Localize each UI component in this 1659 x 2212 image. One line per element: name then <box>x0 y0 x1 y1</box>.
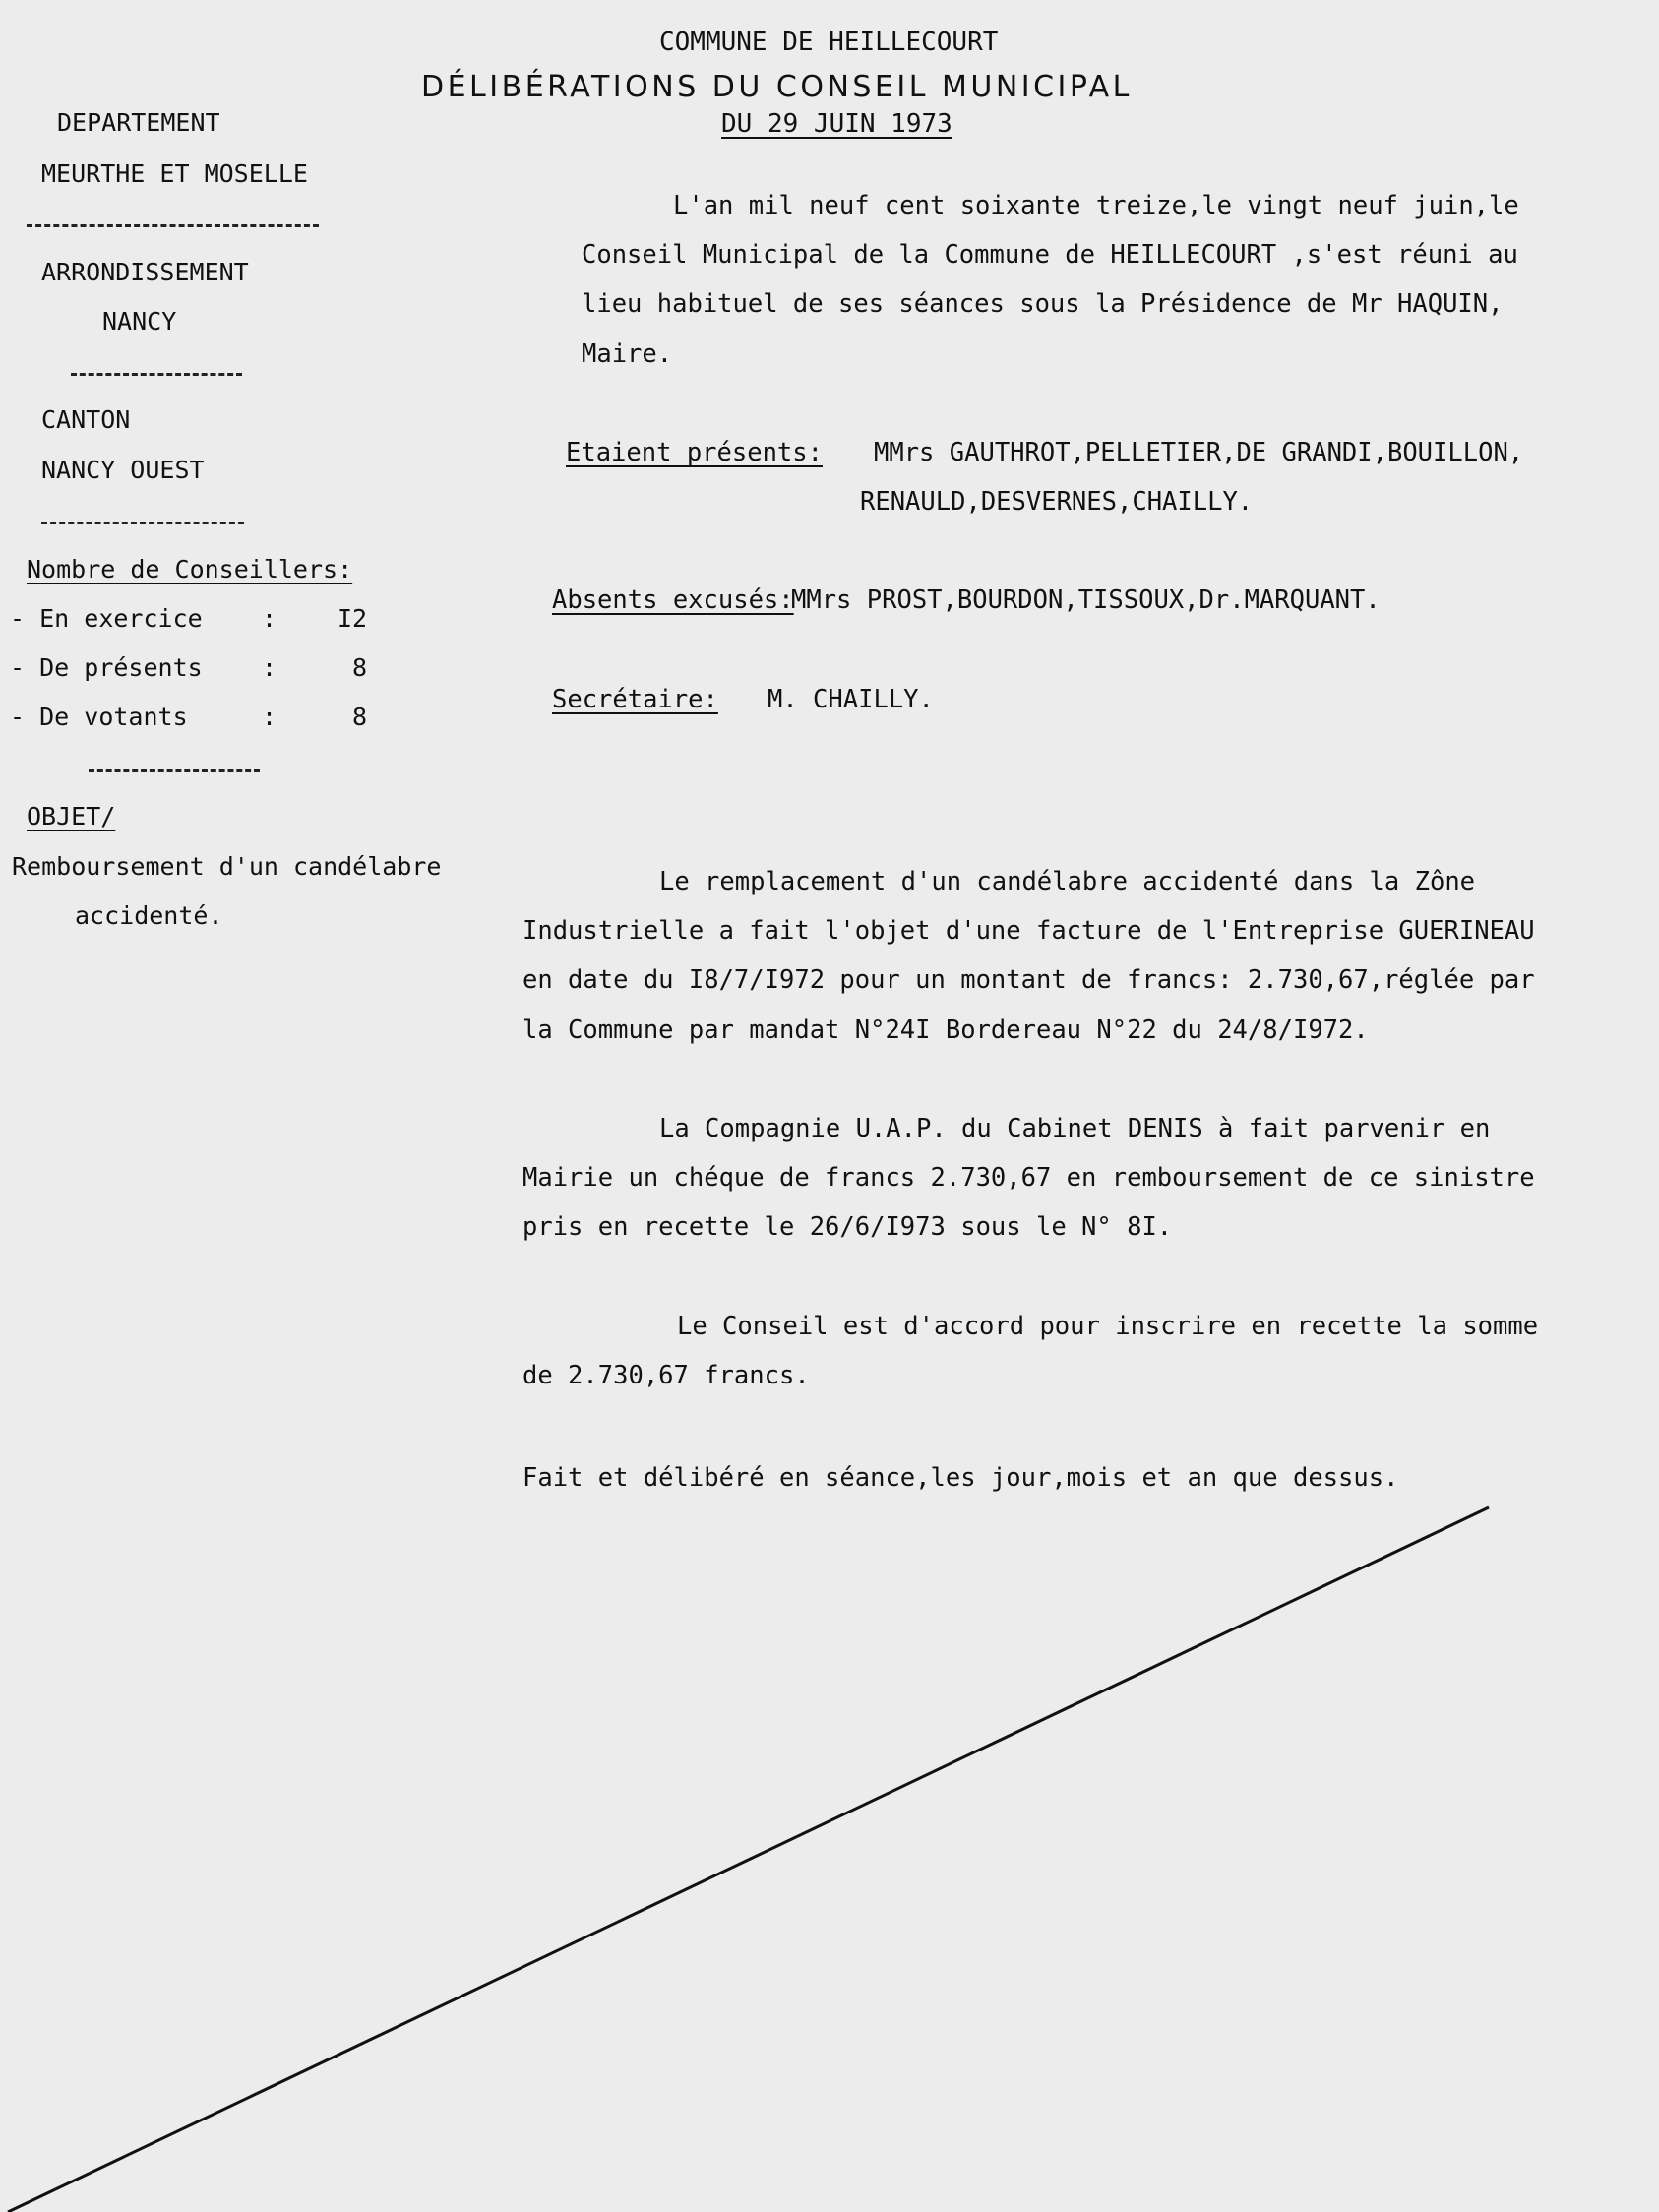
arrondissement-value: NANCY <box>102 307 177 336</box>
secretaire-label: Secrétaire: <box>552 685 718 714</box>
paragraph-line: Le remplacement d'un candélabre accidenté dans la Zône <box>659 867 1476 896</box>
paragraph-line: La Compagnie U.A.P. du Cabinet DENIS à fait parvenir en <box>659 1114 1491 1143</box>
dash-bullet: - <box>10 604 40 633</box>
count-value: I2 <box>338 604 368 633</box>
count-label: En exercice <box>39 604 203 633</box>
presents-names: RENAULD,DESVERNES,CHAILLY. <box>860 487 1254 517</box>
absents-names: MMrs PROST,BOURDON,TISSOUX,Dr.MARQUANT. <box>791 585 1381 615</box>
dash-bullet: - <box>10 703 40 731</box>
intro-line: lieu habituel de ses séances sous la Présidence de Mr HAQUIN, <box>582 289 1504 319</box>
intro-line: Conseil Municipal de la Commune de HEILLECOURT ,s'est réuni au <box>582 240 1518 270</box>
paragraph-line: pris en recette le 26/6/I973 sous le N° 8I. <box>522 1212 1173 1242</box>
paragraph-line: en date du I8/7/I972 pour un montant de francs: 2.730,67,réglée par <box>522 965 1535 995</box>
paragraph-line: de 2.730,67 francs. <box>522 1361 810 1390</box>
departement-value: MEURTHE ET MOSELLE <box>41 159 308 188</box>
session-date: DU 29 JUIN 1973 <box>721 109 952 139</box>
count-label: De présents <box>39 653 203 682</box>
paragraph-line: Le Conseil est d'accord pour inscrire en recette la somme <box>677 1312 1539 1341</box>
paragraph-line: Mairie un chéque de francs 2.730,67 en remboursement de ce sinistre <box>522 1163 1535 1193</box>
departement-label: DEPARTEMENT <box>57 108 220 137</box>
absents-label: Absents excusés: <box>552 585 794 615</box>
presents-names: MMrs GAUTHROT,PELLETIER,DE GRANDI,BOUILLON, <box>874 438 1524 467</box>
intro-line: L'an mil neuf cent soixante treize,le vingt neuf juin,le <box>673 191 1519 220</box>
paragraph-line: la Commune par mandat N°24I Bordereau N°22 du 24/8/I972. <box>522 1015 1369 1045</box>
document-title: DÉLIBÉRATIONS DU CONSEIL MUNICIPAL <box>421 70 1133 104</box>
commune-title: COMMUNE DE HEILLECOURT <box>659 28 999 57</box>
objet-line: Remboursement d'un candélabre <box>12 852 442 881</box>
colon-separator: : <box>262 653 277 682</box>
objet-label: OBJET/ <box>27 802 116 830</box>
paragraph-line: Industrielle a fait l'objet d'une facture de l'Entreprise GUERINEAU <box>522 916 1535 946</box>
canton-value: NANCY OUEST <box>41 456 205 484</box>
closing-statement: Fait et délibéré en séance,les jour,mois et an que dessus. <box>522 1463 1399 1493</box>
presents-label: Etaient présents: <box>566 438 823 467</box>
arrondissement-label: ARRONDISSEMENT <box>41 258 249 286</box>
secretaire-name: M. CHAILLY. <box>768 685 934 714</box>
intro-line: Maire. <box>582 339 673 369</box>
objet-line: accidenté. <box>75 901 223 930</box>
dash-bullet: - <box>10 653 40 682</box>
count-value: 8 <box>352 653 368 682</box>
count-label: De votants <box>39 703 188 731</box>
conseillers-title: Nombre de Conseillers: <box>27 555 353 584</box>
colon-separator: : <box>262 703 277 731</box>
canton-label: CANTON <box>41 405 131 434</box>
count-value: 8 <box>352 703 368 731</box>
colon-separator: : <box>262 604 277 633</box>
